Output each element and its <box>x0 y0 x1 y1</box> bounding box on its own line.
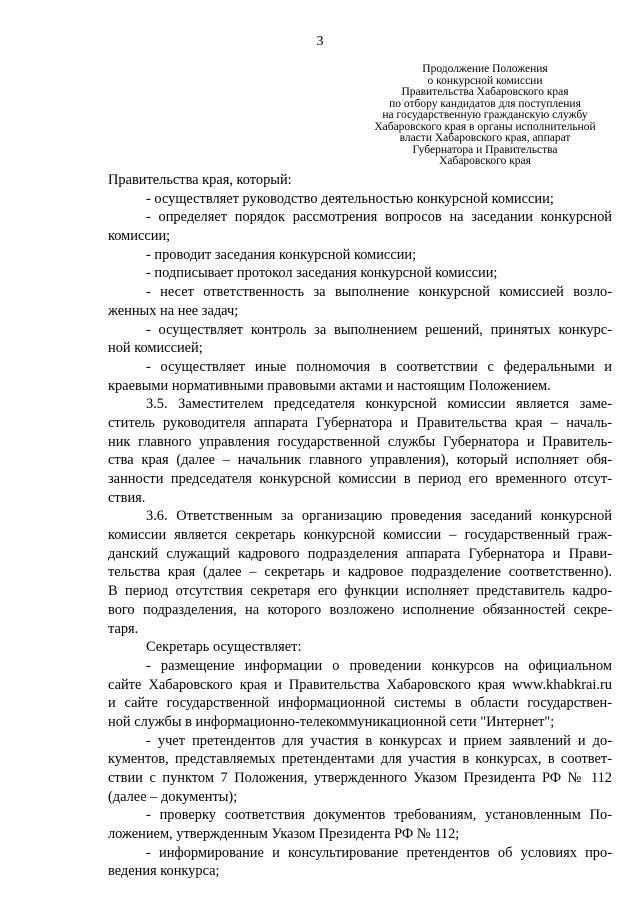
text-line: ствии с пунктом 7 Положения, утвержденного Указом Президента РФ № 112 <box>108 770 612 786</box>
text-line: сайте Хабаровского края и Правительства Хабаровского края www.khabkrai.ru <box>108 676 612 693</box>
header-line: на государственную гражданскую службу <box>382 109 588 121</box>
header-line: по отбору кандидатов для поступления <box>389 97 581 110</box>
text-line: В период отсутствия секретаря его функции исполняет представитель кадро- <box>108 583 612 600</box>
text-line: ник главного управления государственной службы Губернатора и Правитель- <box>108 433 612 450</box>
text-line: ложением, утвержденным Указом Президента РФ № 112; <box>108 826 460 843</box>
text-line: - осуществляет иные полномочия в соответствии с федеральными и <box>146 358 612 375</box>
page-number: 3 <box>316 34 324 49</box>
text-line: - информирование и консультирование претендентов об условиях про- <box>146 844 612 861</box>
header-line: Правительства Хабаровского края <box>401 86 569 98</box>
text-line: краевыми нормативными правовыми актами и настоящим Положением. <box>108 377 551 394</box>
header-reference-block <box>350 64 620 168</box>
text-line: ства края (далее – начальник главного управления), который исполняет обя- <box>108 452 612 469</box>
text-line: 3.6. Ответственным за организацию проведения заседаний конкурсной <box>146 508 612 525</box>
header-line: власти Хабаровского края, аппарат <box>399 132 571 144</box>
text-line: Секретарь осуществляет: <box>146 639 302 656</box>
text-line: ведения конкурса; <box>108 863 220 880</box>
text-line: и сайте государственной информационной системы в области государствен- <box>108 695 612 712</box>
text-line: - несет ответственность за выполнение конкурсной комиссией возло- <box>146 284 612 301</box>
text-line: - подписывает протокол заседания конкурсной комиссии; <box>146 265 498 282</box>
text-line: - учет претендентов для участия в конкурсах и прием заявлений и до- <box>146 732 612 749</box>
text-line: таря. <box>108 620 139 637</box>
text-line: данский служащий кадрового подразделения аппарата Губернатора и Прави- <box>108 545 612 562</box>
text-line: ствия. <box>108 489 146 506</box>
text-line: - осуществляет руководство деятельностью конкурсной комиссии; <box>146 190 554 207</box>
text-line: комиссии; <box>108 228 171 245</box>
text-line: кументов, представляемых претендентами для участия в конкурсах, в соответ- <box>108 751 612 768</box>
header-line: о конкурсной комиссии <box>427 74 543 87</box>
header-line: Хабаровского края <box>439 155 531 167</box>
text-line: - размещение информации о проведении конкурсов на официальном <box>146 657 612 674</box>
text-line: 3.5. Заместителем председателя конкурсной комиссии является заме- <box>146 396 612 413</box>
text-line: ной комиссией; <box>108 340 203 357</box>
header-line: Губернатора и Правительства <box>412 143 558 156</box>
text-line: занности председателя конкурсной комиссии в период его временного отсут- <box>108 471 612 487</box>
text-line: вого подразделения, на которого возложено исполнение обязанностей секре- <box>108 601 612 618</box>
text-line: комиссии является секретарь конкурсной комиссии – государственный граж- <box>108 527 612 544</box>
header-line: Хабаровского края в органы исполнительной <box>374 120 596 133</box>
text-line: (далее – документы); <box>108 788 238 805</box>
text-line: ной службы в информационно-телекоммуникационной сети "Интернет"; <box>108 713 555 730</box>
text-line: ститель руководителя аппарата Губернатора и Правительства края – началь- <box>108 414 612 431</box>
header-line: Продолжение Положения <box>422 63 548 75</box>
text-line: - осуществляет контроль за выполнением решений, принятых конкурс- <box>146 321 612 338</box>
text-line: - проводит заседания конкурсной комиссии; <box>146 246 417 263</box>
body-text <box>108 171 612 881</box>
text-line: - проверку соответствия документов требованиям, установленным По- <box>146 807 612 824</box>
text-line: - определяет порядок рассмотрения вопросов на заседании конкурсной <box>146 209 612 226</box>
text-line: женных на нее задач; <box>108 302 239 319</box>
text-line: тельства края (далее – секретарь и кадровое подразделение соответственно). <box>108 564 612 581</box>
text-line: Правительства края, который: <box>108 172 292 188</box>
